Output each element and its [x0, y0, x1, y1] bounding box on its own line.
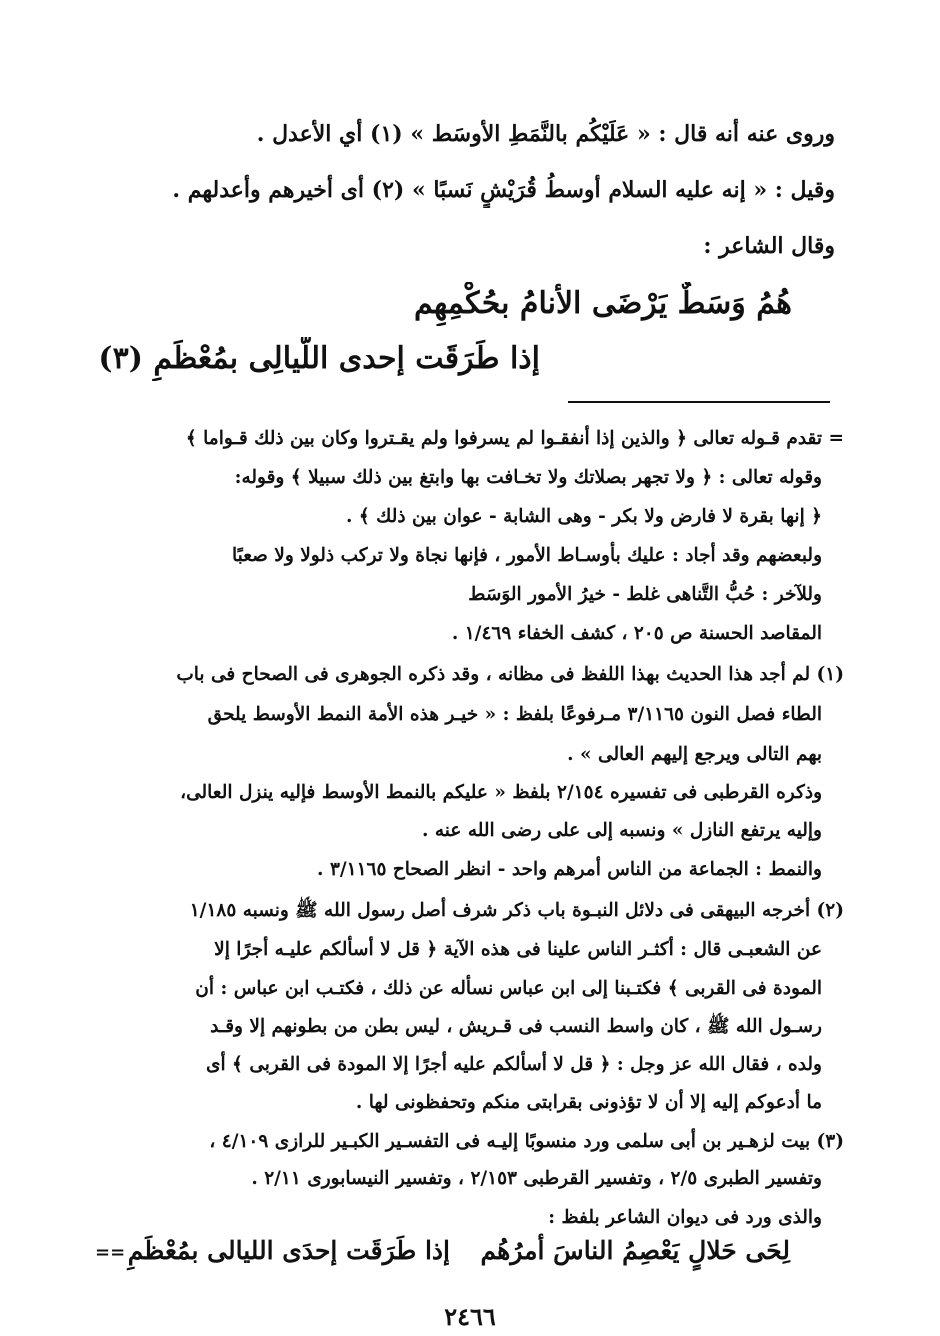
footnote-2-line-4: رسـول الله ﷺ ، كان واسط النسب فى قـريش ، ليس بطن من بطونهم إلا وقـد	[210, 1016, 822, 1037]
footnote-1-line-4: وذكره القرطبى فى تفسيره ٢/١٥٤ بلفظ « عليكم بالنمط الأوسط فإليه ينزل العالى،	[180, 782, 822, 803]
footnote-3-line-2: وتفسير الطبرى ٢/٥ ، وتفسير القرطبى ٢/١٥٣ ، وتفسير النيسابورى ٢/١١ .	[251, 1168, 822, 1189]
footnote-intro-line-5: وللآخر : حُبُّ التَّناهى غلط - خيرُ الأمور الوَسَط	[468, 584, 822, 605]
poem-hemistich-2: إذا طَرَقَت إحدَى الليالى بمُعْظَمِ	[127, 1236, 450, 1265]
footnote-2-line-3: المودة فى القربى ﴾ فكتـبنا إلى ابن عباس نسأله عن ذلك ، فكتـب ابن عباس : أن	[195, 978, 822, 999]
verse-line-1: هُمُ وَسَطٌ يَرْضَى الأنامُ بحُكْمِهِم	[414, 286, 792, 321]
body-line-2: وقيل : « إنه عليه السلام أوسطُ قُرَيْشٍ نَسبًا » (٢) أى أخيرهم وأعدلهم .	[172, 177, 835, 203]
footnote-intro-line-2: وقوله تعالى : ﴿ ولا تجهر بصلاتك ولا تخـافت بها وابتغ بين ذلك سبيلا ﴾ وقوله:	[234, 467, 822, 488]
footnote-2-line-6: ما أدعوكم إليه إلا أن لا تؤذونى بقرابتى منكم وتحفظونى لها .	[355, 1092, 822, 1113]
continuation-mark: ==	[95, 1242, 126, 1263]
footnote-poem	[95, 1236, 790, 1276]
footnote-intro-line-1: = تقدم قـوله تعالى ﴿ والذين إذا أنفقـوا لم يسرفوا ولم يقـتروا وكان بين ذلك قـواما ﴾	[185, 428, 844, 449]
footnote-1-line-1: (١) لم أجد هذا الحديث بهذا اللفظ فى مظانه ، وقد ذكره الجوهرى فى الصحاح فى باب	[176, 664, 844, 685]
footnote-separator	[568, 401, 830, 403]
footnote-intro-line-3: ﴿ إنها بقرة لا فارض ولا بكر - وهى الشابة - عوان بين ذلك ﴾ .	[345, 506, 822, 527]
footnote-2-line-5: ولده ، فقال الله عز وجل : ﴿ قل لا أسألكم عليه أجرًا إلا المودة فى القربى ﴾ أى	[206, 1054, 822, 1075]
body-line-3: وقال الشاعر :	[703, 233, 835, 259]
body-line-1: وروى عنه أنه قال : « عَلَيْكُم بالنَّمَطِ الأوسَط » (١) أي الأعدل .	[256, 121, 835, 147]
poem-hemistich-1: لِحَى حَلالٍ يَعْصِمُ الناسَ أمرُهُم	[480, 1236, 790, 1265]
footnote-1-line-5: وإليه يرتفع النازل » ونسبه إلى على رضى الله عنه .	[422, 820, 822, 841]
footnote-2-line-2: عن الشعبـى قال : أكثـر الناس علينا فى هذه الآية ﴿ قل لا أسألكم عليـه أجرًا إلا	[214, 939, 822, 960]
page-number: ٢٤٦٦	[444, 1302, 496, 1331]
footnote-1-line-6: والنمط : الجماعة من الناس أمرهم واحد - انظر الصحاح ٣/١١٦٥ .	[317, 859, 822, 880]
footnote-3-line-1: (٣) بيت لزهـير بن أبى سلمى ورد منسوبًا إليـه فى التفسـير الكبـير للرازى ٤/١٠٩ ،	[209, 1131, 844, 1152]
verse-line-2: إذا طَرَقَت إحدى اللَّيالِى بمُعْظَمِ (٣)	[98, 341, 540, 376]
footnote-intro-line-4: ولبعضهم وقد أجاد : عليك بأوسـاط الأمور ، فإنها نجاة ولا تركب ذلولا ولا صعبًا	[231, 545, 822, 566]
footnote-1-line-2: الطاء فصل النون ٣/١١٦٥ مـرفوعًا بلفظ : « خيـر هذه الأمة النمط الأوسط يلحق	[207, 704, 822, 725]
footnote-2-line-1: (٢) أخرجه البيهقى فى دلائل النبـوة باب ذكر شرف أصل رسول الله ﷺ ونسبه ١/١٨٥	[189, 900, 844, 921]
footnote-3-line-3: والذى ورد فى ديوان الشاعر بلفظ :	[548, 1207, 822, 1228]
footnote-intro-line-6: المقاصد الحسنة ص ٢٠٥ ، كشف الخفاء ١/٤٦٩ .	[451, 623, 822, 644]
footnote-1-line-3: بهم التالى ويرجع إليهم العالى » .	[567, 744, 822, 765]
